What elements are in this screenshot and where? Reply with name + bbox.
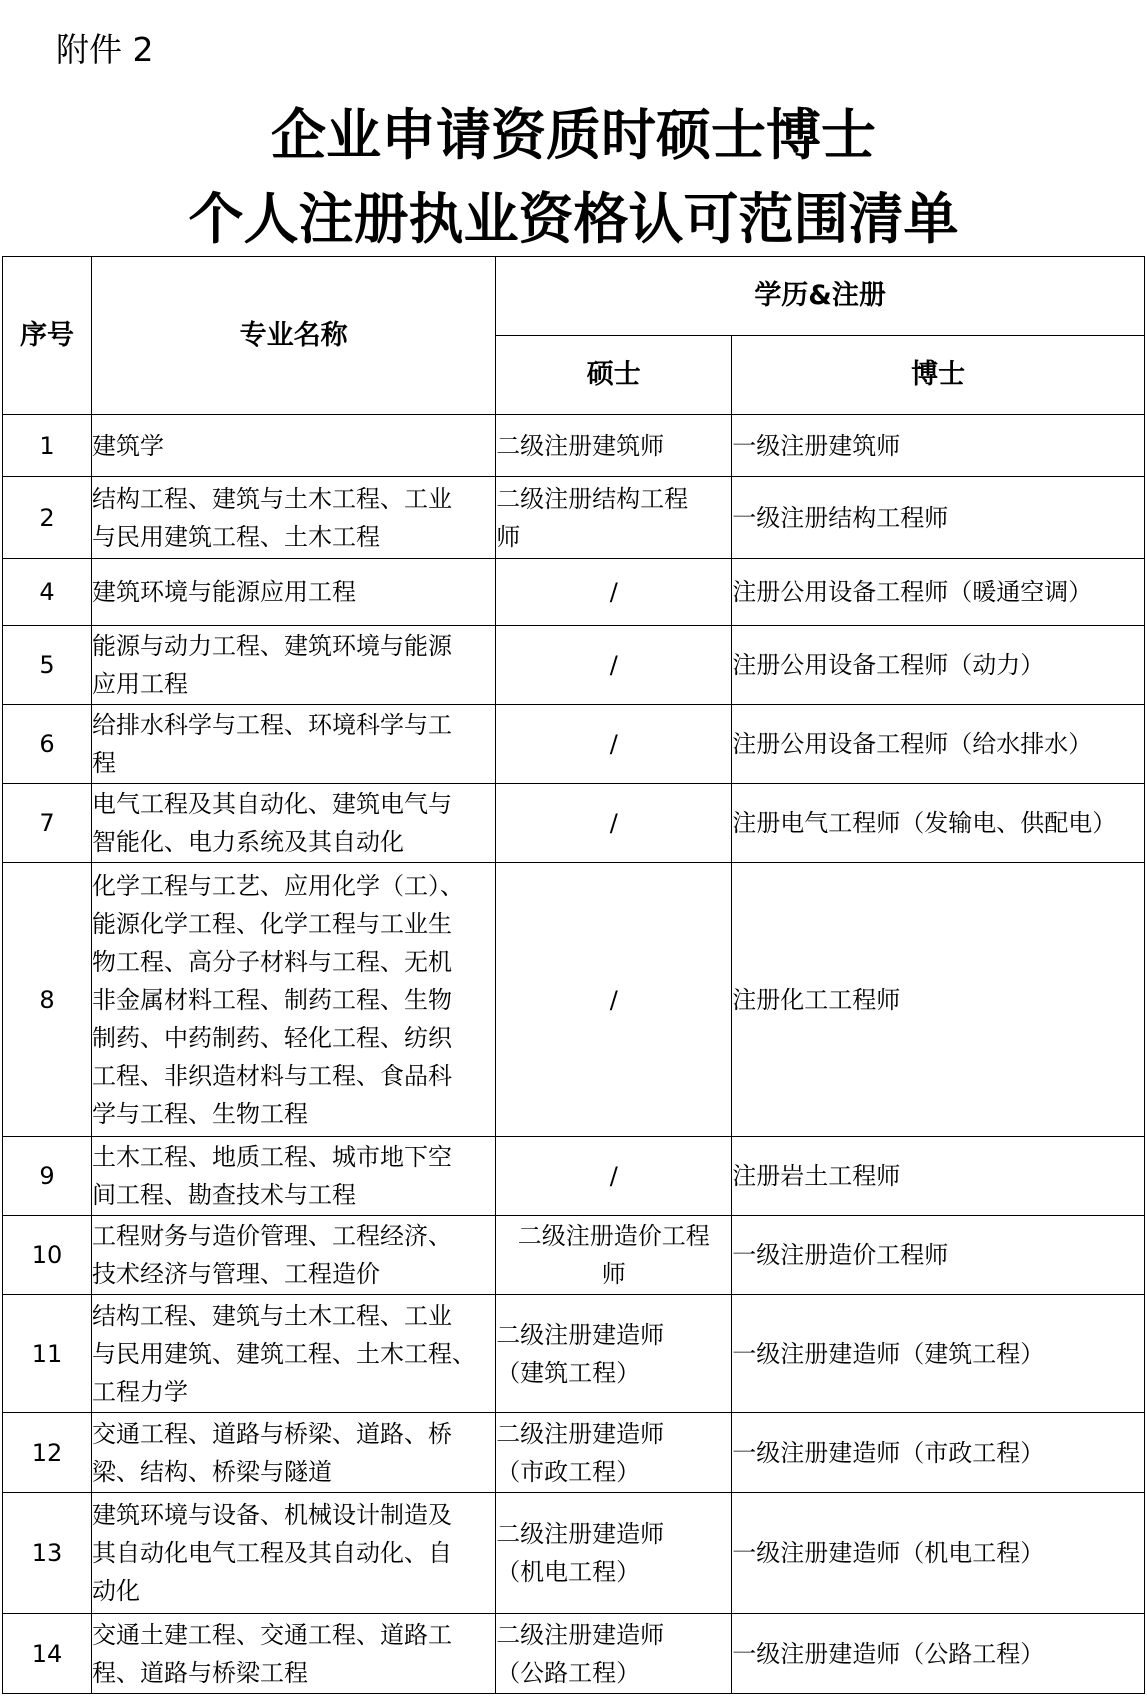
major-name-line: 建筑环境与设备、机械设计制造及 bbox=[92, 1501, 453, 1529]
serial-number: 12 bbox=[31, 1438, 63, 1467]
doctor-qualification-line: 注册公用设备工程师（给水排水） bbox=[732, 730, 1093, 758]
table-row bbox=[3, 559, 1145, 626]
master-qualification-line: / bbox=[609, 651, 618, 679]
major-name-line: 给排水科学与工程、环境科学与工 bbox=[92, 711, 453, 739]
table-header-row bbox=[3, 257, 1145, 336]
doctor-qualification-cell bbox=[732, 784, 1145, 863]
doctor-qualification-line: 一级注册建造师（公路工程） bbox=[732, 1639, 1045, 1668]
serial-number-cell bbox=[3, 415, 92, 477]
master-qualification-line: 二级注册建筑师 bbox=[496, 431, 665, 460]
major-name-cell bbox=[92, 559, 496, 626]
master-qualification-cell bbox=[496, 1295, 732, 1413]
serial-number-cell bbox=[3, 626, 92, 705]
serial-number: 14 bbox=[31, 1639, 63, 1668]
doctor-qualification-line: 注册公用设备工程师（动力） bbox=[732, 651, 1045, 679]
major-name-line: 物工程、高分子材料与工程、无机 bbox=[92, 947, 453, 976]
master-qualification-line: 二级注册建造师 bbox=[496, 1419, 665, 1448]
master-qualification-line: 师 bbox=[496, 522, 521, 551]
serial-number: 5 bbox=[39, 651, 55, 679]
major-name-line: 其自动化电气工程及其自动化、自 bbox=[92, 1539, 453, 1567]
attachment-label: 附件 2 bbox=[56, 30, 154, 69]
serial-number: 8 bbox=[39, 985, 55, 1014]
major-name-line: 程 bbox=[92, 749, 117, 777]
major-name-cell bbox=[92, 415, 496, 477]
major-name-cell bbox=[92, 477, 496, 559]
major-name-line: 学与工程、生物工程 bbox=[92, 1099, 309, 1128]
master-qualification-line: （公路工程） bbox=[496, 1658, 641, 1687]
serial-number: 9 bbox=[39, 1162, 55, 1190]
master-qualification-line: 二级注册结构工程 bbox=[496, 484, 689, 513]
document-title-line-1: 企业申请资质时硕士博士 bbox=[270, 102, 876, 167]
major-name-line: 建筑学 bbox=[92, 431, 165, 460]
doctor-qualification-line: 注册电气工程师（发输电、供配电） bbox=[732, 809, 1117, 837]
qualification-table bbox=[2, 256, 1145, 1694]
doctor-qualification-cell bbox=[732, 705, 1145, 784]
header-education-registration: 学历&注册 bbox=[496, 257, 1145, 336]
table-row bbox=[3, 1216, 1145, 1295]
serial-number-cell bbox=[3, 784, 92, 863]
major-name-cell bbox=[92, 784, 496, 863]
doctor-qualification-line: 一级注册建造师（建筑工程） bbox=[732, 1339, 1045, 1368]
major-name-line: 土木工程、地质工程、城市地下空 bbox=[92, 1143, 453, 1171]
master-qualification-line: 师 bbox=[601, 1260, 626, 1288]
doctor-qualification-cell bbox=[732, 477, 1145, 559]
major-name-line: 化学工程与工艺、应用化学（工）、 bbox=[92, 871, 465, 900]
table-row bbox=[3, 1493, 1145, 1614]
master-qualification-cell bbox=[496, 784, 732, 863]
major-name-cell bbox=[92, 705, 496, 784]
doctor-qualification-cell bbox=[732, 863, 1145, 1137]
major-name-line: 能源化学工程、化学工程与工业生 bbox=[92, 909, 453, 938]
master-qualification-line: / bbox=[609, 1162, 618, 1190]
doctor-qualification-cell bbox=[732, 1137, 1145, 1216]
master-qualification-line: / bbox=[609, 730, 618, 758]
doctor-qualification-cell bbox=[732, 1614, 1145, 1694]
master-qualification-line: 二级注册建造师 bbox=[496, 1620, 665, 1649]
major-name-cell bbox=[92, 1413, 496, 1493]
major-name-line: 应用工程 bbox=[92, 670, 189, 698]
master-qualification-cell bbox=[496, 477, 732, 559]
table-row bbox=[3, 1137, 1145, 1216]
major-name-cell bbox=[92, 863, 496, 1137]
doctor-qualification-line: 一级注册结构工程师 bbox=[732, 503, 949, 532]
master-qualification-cell bbox=[496, 1493, 732, 1614]
doctor-qualification-cell bbox=[732, 1493, 1145, 1614]
serial-number: 11 bbox=[31, 1339, 63, 1368]
major-name-line: 程、道路与桥梁工程 bbox=[92, 1658, 309, 1687]
master-qualification-cell bbox=[496, 1614, 732, 1694]
serial-number: 7 bbox=[39, 809, 55, 837]
serial-number-cell bbox=[3, 1413, 92, 1493]
document-title-line-2: 个人注册执业资格认可范围清单 bbox=[188, 186, 959, 251]
major-name-line: 制药、中药制药、轻化工程、纺织 bbox=[92, 1023, 453, 1052]
table-row bbox=[3, 863, 1145, 1137]
major-name-line: 与民用建筑、建筑工程、土木工程、 bbox=[92, 1339, 477, 1368]
serial-number-cell bbox=[3, 863, 92, 1137]
master-qualification-cell bbox=[496, 705, 732, 784]
master-qualification-cell bbox=[496, 1413, 732, 1493]
master-qualification-line: / bbox=[609, 809, 618, 837]
master-qualification-line: （机电工程） bbox=[496, 1558, 641, 1586]
table-row bbox=[3, 477, 1145, 559]
doctor-qualification-line: 注册化工工程师 bbox=[732, 985, 901, 1014]
master-qualification-cell bbox=[496, 1216, 732, 1295]
doctor-qualification-cell bbox=[732, 1413, 1145, 1493]
doctor-qualification-line: 一级注册建造师（市政工程） bbox=[732, 1438, 1045, 1467]
doctor-qualification-line: 一级注册建造师（机电工程） bbox=[732, 1539, 1045, 1567]
doctor-qualification-cell bbox=[732, 559, 1145, 626]
master-qualification-line: / bbox=[609, 578, 618, 606]
master-qualification-cell bbox=[496, 1137, 732, 1216]
doctor-qualification-cell bbox=[732, 1295, 1145, 1413]
header-serial-number: 序号 bbox=[3, 257, 92, 415]
major-name-cell bbox=[92, 1493, 496, 1614]
major-name-line: 交通工程、道路与桥梁、道路、桥 bbox=[92, 1419, 453, 1448]
doctor-qualification-line: 一级注册建筑师 bbox=[732, 431, 901, 460]
master-qualification-line: （市政工程） bbox=[496, 1457, 641, 1486]
major-name-line: 梁、结构、桥梁与隧道 bbox=[92, 1457, 333, 1486]
doctor-qualification-line: 一级注册造价工程师 bbox=[732, 1241, 949, 1269]
table-row bbox=[3, 784, 1145, 863]
table-row bbox=[3, 1295, 1145, 1413]
doctor-qualification-line: 注册岩土工程师 bbox=[732, 1162, 901, 1190]
serial-number-cell bbox=[3, 1614, 92, 1694]
major-name-cell bbox=[92, 1137, 496, 1216]
major-name-line: 工程、非织造材料与工程、食品科 bbox=[92, 1061, 453, 1090]
major-name-line: 技术经济与管理、工程造价 bbox=[92, 1260, 381, 1288]
serial-number-cell bbox=[3, 1295, 92, 1413]
major-name-line: 与民用建筑工程、土木工程 bbox=[92, 522, 381, 551]
serial-number-cell bbox=[3, 477, 92, 559]
serial-number: 2 bbox=[39, 503, 55, 532]
major-name-line: 非金属材料工程、制药工程、生物 bbox=[92, 985, 453, 1014]
serial-number: 4 bbox=[39, 578, 55, 606]
major-name-cell bbox=[92, 1614, 496, 1694]
major-name-cell bbox=[92, 1216, 496, 1295]
major-name-line: 建筑环境与能源应用工程 bbox=[92, 578, 357, 606]
master-qualification-line: 二级注册建造师 bbox=[496, 1520, 665, 1548]
table-row bbox=[3, 626, 1145, 705]
serial-number: 13 bbox=[31, 1539, 63, 1567]
master-qualification-line: 二级注册建造师 bbox=[496, 1320, 665, 1349]
master-qualification-line: 二级注册造价工程 bbox=[517, 1222, 710, 1250]
major-name-line: 交通土建工程、交通工程、道路工 bbox=[92, 1620, 453, 1649]
major-name-line: 工程财务与造价管理、工程经济、 bbox=[92, 1222, 453, 1250]
master-qualification-line: （建筑工程） bbox=[496, 1358, 641, 1387]
major-name-line: 结构工程、建筑与土木工程、工业 bbox=[92, 484, 453, 513]
serial-number: 6 bbox=[39, 730, 55, 758]
serial-number-cell bbox=[3, 705, 92, 784]
major-name-line: 智能化、电力系统及其自动化 bbox=[92, 828, 405, 856]
master-qualification-line: / bbox=[609, 985, 618, 1014]
header-major-name: 专业名称 bbox=[92, 257, 496, 415]
master-qualification-cell bbox=[496, 559, 732, 626]
header-master: 硕士 bbox=[496, 336, 732, 415]
serial-number: 10 bbox=[31, 1241, 63, 1269]
serial-number-cell bbox=[3, 1137, 92, 1216]
major-name-line: 工程力学 bbox=[92, 1377, 189, 1406]
major-name-cell bbox=[92, 626, 496, 705]
doctor-qualification-cell bbox=[732, 415, 1145, 477]
header-doctor: 博士 bbox=[732, 336, 1145, 415]
major-name-cell bbox=[92, 1295, 496, 1413]
master-qualification-cell bbox=[496, 626, 732, 705]
table-row bbox=[3, 705, 1145, 784]
major-name-line: 电气工程及其自动化、建筑电气与 bbox=[92, 790, 453, 818]
table-row bbox=[3, 1413, 1145, 1493]
major-name-line: 间工程、勘查技术与工程 bbox=[92, 1181, 357, 1209]
major-name-line: 动化 bbox=[92, 1577, 141, 1605]
major-name-line: 能源与动力工程、建筑环境与能源 bbox=[92, 632, 453, 660]
serial-number-cell bbox=[3, 1493, 92, 1614]
master-qualification-cell bbox=[496, 863, 732, 1137]
master-qualification-cell bbox=[496, 415, 732, 477]
major-name-line: 结构工程、建筑与土木工程、工业 bbox=[92, 1301, 453, 1330]
doctor-qualification-cell bbox=[732, 1216, 1145, 1295]
table-row bbox=[3, 415, 1145, 477]
table-row bbox=[3, 1614, 1145, 1694]
doctor-qualification-line: 注册公用设备工程师（暖通空调） bbox=[732, 578, 1093, 606]
doctor-qualification-cell bbox=[732, 626, 1145, 705]
serial-number-cell bbox=[3, 559, 92, 626]
serial-number: 1 bbox=[39, 431, 55, 460]
serial-number-cell bbox=[3, 1216, 92, 1295]
